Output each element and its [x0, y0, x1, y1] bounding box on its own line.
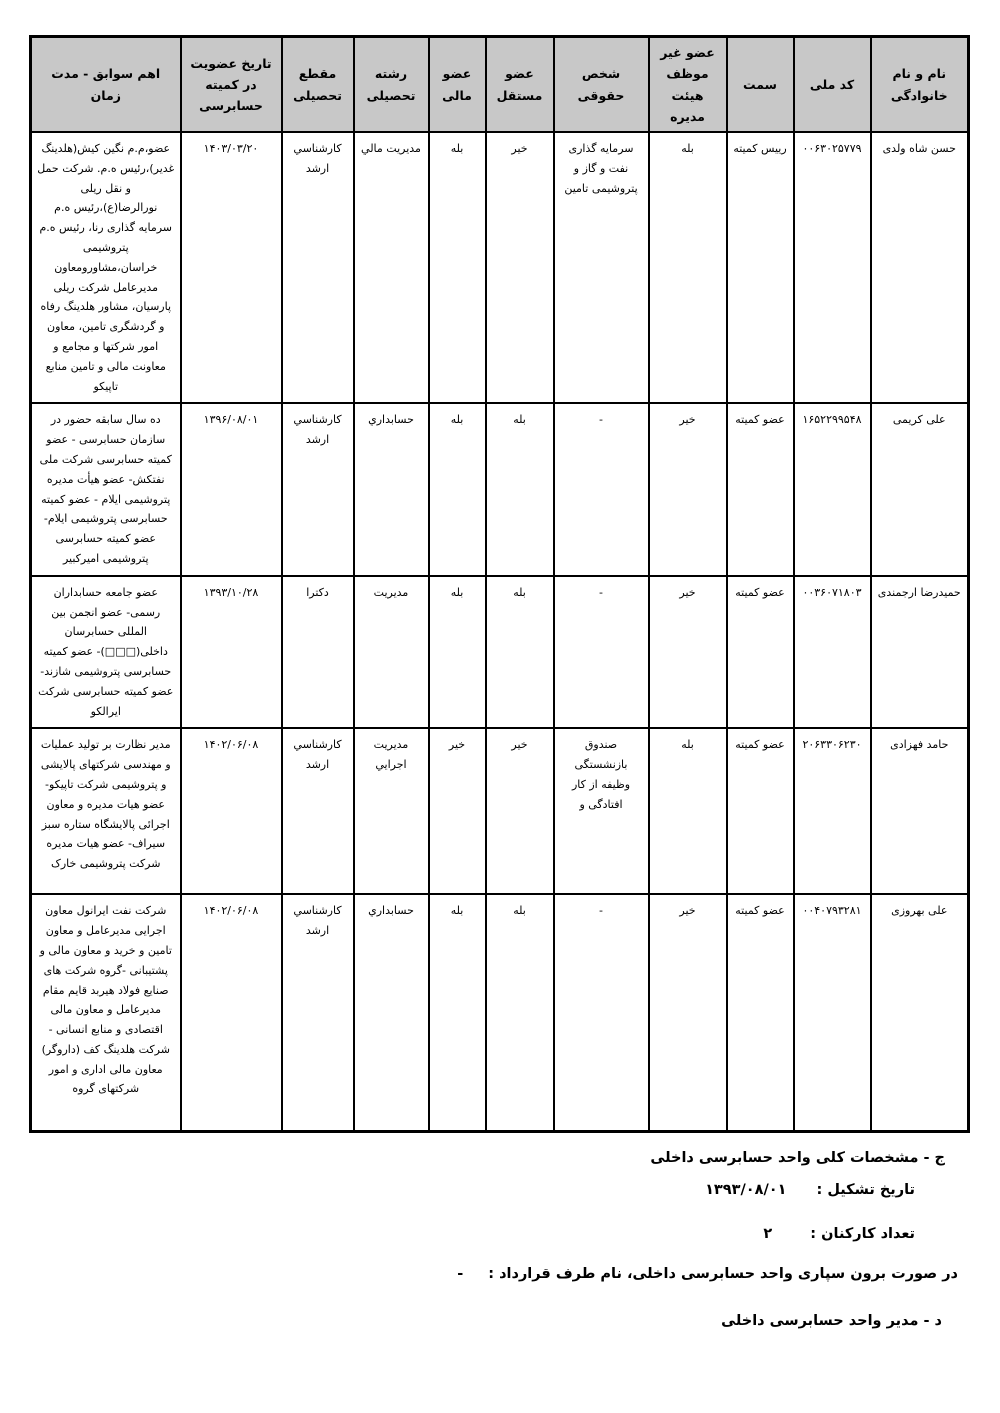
- header-field: رشته تحصیلی: [354, 37, 429, 133]
- table-row-4: [31, 728, 969, 894]
- formation-date-value: ۱۳۹۳/۰۸/۰۱: [705, 1181, 787, 1198]
- table-row-3: [31, 576, 969, 729]
- cell-position: عضو کمیته: [727, 403, 794, 575]
- header-national-id: کد ملی: [794, 37, 871, 133]
- cell-national-id: ۰۰۳۶۰۷۱۸۰۳: [794, 576, 871, 729]
- cell-field: حسابداري: [354, 403, 429, 575]
- header-independent: عضو مستقل: [486, 37, 554, 133]
- staff-count-line: [30, 1225, 915, 1244]
- cell-field: مدیریت مالي: [354, 132, 429, 403]
- cell-membership-date: ۱۴۰۲/۰۶/۰۸: [181, 728, 282, 894]
- cell-field: مدیریت: [354, 576, 429, 729]
- cell-independent: بله: [486, 403, 554, 575]
- cell-independent: بله: [486, 894, 554, 1131]
- cell-degree: کارشناسي ارشد: [282, 728, 354, 894]
- header-financial: عضو مالی: [429, 37, 486, 133]
- cell-financial: بله: [429, 132, 486, 403]
- cell-position: عضو کمیته: [727, 576, 794, 729]
- header-legal-person: شخص حقوقی: [554, 37, 649, 133]
- cell-membership-date: ۱۳۹۶/۰۸/۰۱: [181, 403, 282, 575]
- cell-independent: بله: [486, 576, 554, 729]
- cell-financial: بله: [429, 576, 486, 729]
- cell-background: شرکت نفت ایرانول معاون اجرایی مدیرعامل و معاون تامین و خرید و معاون مالی و پشتیبانی -گروه شرکت های صنایع فولاد هیربد قایم مقام مدیرعامل و معاون مالی اقتصادی و منابع انسانی - شرکت هلدینگ کف (داروگر) معاون مالی اداری و امور شرکتهای گروه: [31, 894, 181, 1131]
- cell-degree: کارشناسي ارشد: [282, 132, 354, 403]
- header-degree: مقطع تحصیلی: [282, 37, 354, 133]
- staff-count-value: ۲: [763, 1225, 773, 1242]
- cell-national-id: ۲۰۶۳۳۰۶۲۳۰: [794, 728, 871, 894]
- cell-national-id: ۰۰۴۰۷۹۳۲۸۱: [794, 894, 871, 1131]
- cell-background: ده سال سابقه حضور در سازمان حسابرسی - عضو کمیته حسابرسی شرکت ملی نفتکش- عضو هیأت مدیره پتروشیمی ایلام - عضو کمیته حسابرسی پتروشیمی ایلام- عضو کمیته حسابرسی پتروشیمی امیرکبیر: [31, 403, 181, 575]
- formation-date-label: تاریخ تشکیل :: [816, 1181, 915, 1198]
- cell-independent: خیر: [486, 728, 554, 894]
- cell-name: علی کریمی: [871, 403, 969, 575]
- cell-membership-date: ۱۴۰۲/۰۶/۰۸: [181, 894, 282, 1131]
- cell-non-executive: خیر: [649, 403, 727, 575]
- cell-degree: کارشناسي ارشد: [282, 894, 354, 1131]
- audit-committee-members-table: [29, 35, 970, 1133]
- cell-non-executive: خیر: [649, 894, 727, 1131]
- formation-date-line: [30, 1181, 915, 1200]
- cell-position: رییس کمیته: [727, 132, 794, 403]
- cell-field: مدیریت اجرايي: [354, 728, 429, 894]
- cell-field: حسابداري: [354, 894, 429, 1131]
- table-row-5: [31, 894, 969, 1131]
- cell-non-executive: بله: [649, 132, 727, 403]
- cell-name: علی بهروزی: [871, 894, 969, 1131]
- outsourcing-line: [30, 1265, 958, 1284]
- cell-membership-date: ۱۳۹۳/۱۰/۲۸: [181, 576, 282, 729]
- cell-legal-person: -: [554, 576, 649, 729]
- section-c-title: ج - مشخصات کلی واحد حسابرسی داخلی: [650, 1149, 945, 1166]
- cell-national-id: ۱۶۵۲۲۹۹۵۴۸: [794, 403, 871, 575]
- table-header-row: [31, 37, 969, 133]
- cell-name: حسن شاه ولدی: [871, 132, 969, 403]
- cell-degree: کارشناسي ارشد: [282, 403, 354, 575]
- cell-position: عضو کمیته: [727, 894, 794, 1131]
- section-d-title: د - مدیر واحد حسابرسی داخلی: [721, 1313, 942, 1330]
- header-membership-date: تاریخ عضویت در کمیته حسابرسی: [181, 37, 282, 133]
- table-row-1: [31, 132, 969, 403]
- header-name: نام و نام خانوادگی: [871, 37, 969, 133]
- cell-name: حامد فهزادی: [871, 728, 969, 894]
- cell-degree: دکترا: [282, 576, 354, 729]
- cell-background: عضو،م.م نگین کیش(هلدینگ غدیر)،رئیس ه.م. شرکت حمل و نقل ریلی نورالرضا(ع)،رئیس ه.م سرمایه گذاری رنا، رئیس ه.م پتروشیمی خراسان،مشاورومعاون مدیرعامل شرکت ریلی پارسیان، مشاور هلدینگ رفاه و گردشگری تامین، معاون امور شرکتها و مجامع و معاونت مالی و تامین منابع تاپیکو: [31, 132, 181, 403]
- header-non-executive: عضو غیر موظف هیئت مدیره: [649, 37, 727, 133]
- cell-membership-date: ۱۴۰۳/۰۳/۲۰: [181, 132, 282, 403]
- cell-non-executive: بله: [649, 728, 727, 894]
- cell-legal-person: صندوق بازنشستگی وظیفه از کار افتادگی و: [554, 728, 649, 894]
- outsourcing-label: در صورت برون سپاری واحد حسابرسی داخلی، نام طرف قرارداد :: [488, 1266, 958, 1283]
- cell-financial: بله: [429, 403, 486, 575]
- cell-legal-person: -: [554, 403, 649, 575]
- header-position: سمت: [727, 37, 794, 133]
- cell-legal-person: سرمایه گذاری نفت و گاز و پتروشیمی تامین: [554, 132, 649, 403]
- footer-section: [30, 1149, 970, 1331]
- cell-national-id: ۰۰۶۳۰۲۵۷۷۹: [794, 132, 871, 403]
- cell-non-executive: خیر: [649, 576, 727, 729]
- staff-count-label: تعداد کارکنان :: [810, 1225, 915, 1242]
- table-row-2: [31, 403, 969, 575]
- cell-financial: بله: [429, 894, 486, 1131]
- cell-background: مدیر نظارت بر تولید عملیات و مهندسی شرکتهای پالایشی و پتروشیمی شرکت تاپیکو- عضو هیات مدیره و معاون اجرائی پالایشگاه ستاره سبز سیراف- عضو هیات مدیره شرکت پتروشیمی خارک: [31, 728, 181, 894]
- cell-background: عضو جامعه حسابداران رسمی- عضو انجمن بین المللی حسابرسان داخلی(□□□)- عضو کمیته حسابرسی پتروشیمی شازند-عضو کمیته حسابرسی شرکت ایرالکو: [31, 576, 181, 729]
- cell-independent: خیر: [486, 132, 554, 403]
- outsourcing-value: -: [457, 1266, 464, 1283]
- cell-legal-person: -: [554, 894, 649, 1131]
- cell-position: عضو کمیته: [727, 728, 794, 894]
- header-background: اهم سوابق - مدت زمان: [31, 37, 181, 133]
- cell-financial: خیر: [429, 728, 486, 894]
- cell-name: حمیدرضا ارجمندی: [871, 576, 969, 729]
